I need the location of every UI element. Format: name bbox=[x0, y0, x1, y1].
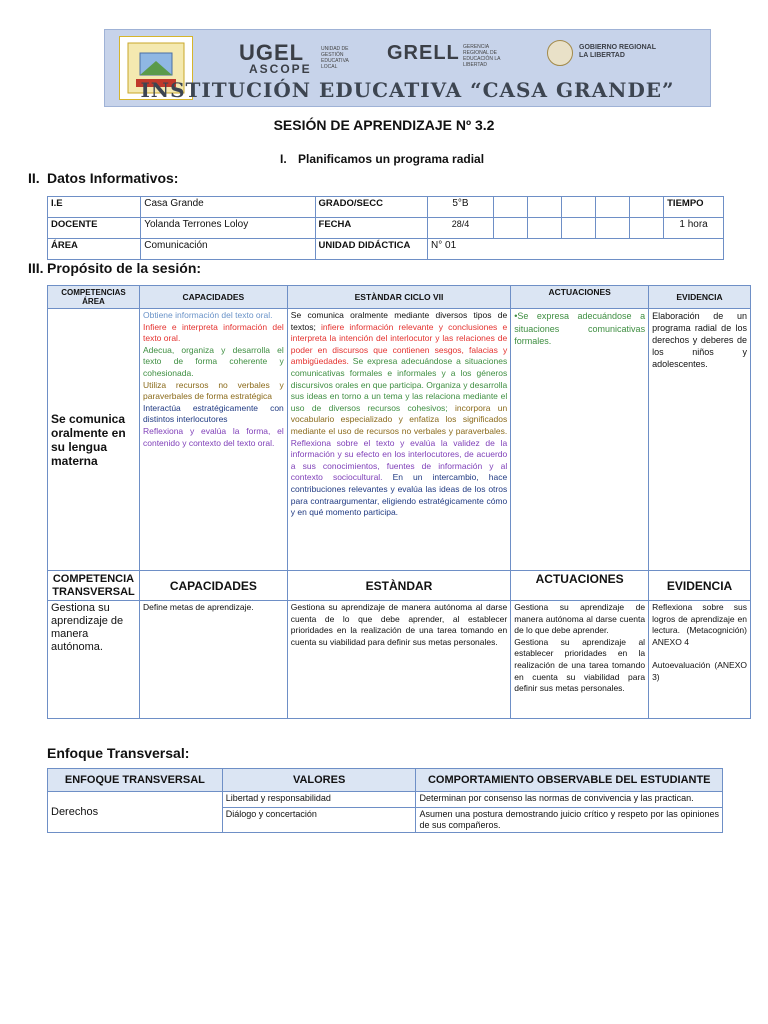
section-text: Propósito de la sesión: bbox=[47, 260, 202, 276]
ugel-logo-text: UGEL bbox=[239, 40, 305, 65]
col-header-evidencia: EVIDENCIA bbox=[649, 571, 751, 601]
col-header-capacidades: CAPACIDADES bbox=[139, 286, 287, 309]
col-header-actuaciones: ACTUACIONES bbox=[511, 571, 649, 601]
comportamiento-cell: Asumen una postura demostrando juicio crítico y respeto por las opiniones de sus compañeros. bbox=[416, 808, 723, 833]
evidencia-transversal-cell bbox=[649, 601, 751, 719]
col-header-actuaciones: ACTUACIONES bbox=[511, 286, 649, 309]
actuaciones-transversal-cell bbox=[511, 601, 649, 719]
col-header-enfoque: ENFOQUE TRANSVERSAL bbox=[48, 769, 223, 792]
empty-cell bbox=[493, 197, 527, 218]
datos-informativos-table bbox=[47, 196, 724, 260]
grell-logo-tag: GERENCIA REGIONAL DE EDUCACIÓN LA LIBERTAD bbox=[463, 44, 501, 68]
empty-cell bbox=[561, 218, 595, 239]
table-row bbox=[48, 792, 723, 808]
competencia-cell: Se comunica oralmente en su lengua materna bbox=[48, 309, 140, 571]
col-header-estandar: ESTÀNDAR bbox=[287, 571, 510, 601]
table-row bbox=[48, 239, 724, 260]
header-banner bbox=[104, 29, 711, 107]
table-header-row bbox=[48, 571, 751, 601]
valor-cell: Libertad y responsabilidad bbox=[222, 792, 416, 808]
subtitle-text: Planificamos un programa radial bbox=[298, 152, 485, 166]
capacidad-item: Obtiene información del texto oral. bbox=[142, 310, 273, 320]
evidencia-item: Autoevaluación (ANEXO 3) bbox=[652, 659, 747, 682]
ie-label: I.E bbox=[48, 197, 141, 218]
empty-cell bbox=[528, 218, 561, 239]
empty-cell bbox=[528, 197, 561, 218]
ugel-logo-tag: UNIDAD DE GESTIÓN EDUCATIVA LOCAL bbox=[321, 46, 349, 70]
tiempo-label: TIEMPO bbox=[664, 197, 724, 218]
empty-cell bbox=[596, 218, 629, 239]
estandar-segment: Reflexiona sobre el texto y evalúa la validez de la información y su efecto en los interlocutores, de acuerdo a sus conocimientos, fuentes de información y al contexto sociocultural. bbox=[290, 437, 508, 483]
session-subtitle bbox=[280, 152, 484, 166]
valor-cell: Diálogo y concertación bbox=[222, 808, 416, 833]
estandar-segment: Se expresa adecuándose a situaciones comunicativas formales e informales y a los géneros discursivos orales en que participa. Organiza y desarrolla sus ideas en torno a un tema y las relaciona mediante el uso de diversos recursos cohesivos; bbox=[290, 356, 508, 413]
capacidad-item: Reflexiona y evalúa la forma, el contenido y contexto del texto oral. bbox=[142, 425, 284, 448]
actuacion-item: Gestiona su aprendizaje al establecer prioridades en la realización de una tarea tomando en cuenta su viabilidad para definir sus metas personales. bbox=[514, 636, 646, 694]
comportamiento-cell: Determinan por consenso las normas de convivencia y las practican. bbox=[416, 792, 723, 808]
evidencia-cell: Elaboración de un programa radial de los derechos y deberes de los niños y adolescentes. bbox=[649, 309, 751, 571]
grell-logo bbox=[387, 42, 501, 68]
grado-label: GRADO/SECC bbox=[315, 197, 427, 218]
unidad-value: N° 01 bbox=[428, 239, 724, 260]
capacidad-item: Infiere e interpreta información del texto oral. bbox=[142, 321, 284, 344]
table-row bbox=[48, 197, 724, 218]
school-name: INSTITUCIÓN EDUCATIVA “CASA GRANDE” bbox=[140, 78, 675, 102]
logo-strip bbox=[105, 34, 710, 78]
ie-value: Casa Grande bbox=[141, 197, 315, 218]
enfoque-heading: Enfoque Transversal: bbox=[47, 745, 190, 761]
col-header-estandar: ESTÀNDAR CICLO VII bbox=[287, 286, 510, 309]
section-number: II. bbox=[28, 170, 40, 186]
evidencia-item: Reflexiona sobre sus logros de aprendizaje en lectura. (Metacognición) ANEXO 4 bbox=[652, 602, 747, 647]
grado-value: 5°B bbox=[428, 197, 494, 218]
estandar-segment: incorpora un vocabulario especializado y enfatiza los significados mediante el uso de recursos no verbales y paraverbales. bbox=[290, 402, 508, 436]
estandar-segment: Se comunica oralmente mediante diversos tipos de textos; bbox=[290, 310, 508, 332]
estandar-segment: infiere información relevante y conclusiones e interpreta la intención del interlocutor y las relaciones de poder en discursos que contienen sesgos, falacias y ambigüedades. bbox=[290, 321, 508, 367]
page-title: SESIÓN DE APRENDIZAJE Nº 3.2 bbox=[273, 117, 495, 133]
enfoque-table bbox=[47, 768, 723, 833]
estandar-segment: En un intercambio, hace contribuciones relevantes y evalúa las ideas de los otros para contraargumentar, eligiendo estratégicamente cómo y en qué momento participa. bbox=[290, 472, 508, 518]
col-header-evidencia: EVIDENCIA bbox=[649, 286, 751, 309]
grell-logo-text: GRELL bbox=[387, 42, 460, 64]
gobierno-line1: GOBIERNO REGIONAL bbox=[579, 44, 657, 51]
tiempo-value: 1 hora bbox=[664, 218, 724, 239]
capacidad-item: Utiliza recursos no verbales y paraverbales de forma estratégica bbox=[142, 379, 284, 402]
table-row bbox=[48, 218, 724, 239]
col-header-competencia-transversal: COMPETENCIA TRANSVERSAL bbox=[48, 571, 140, 601]
table-header-row bbox=[48, 286, 751, 309]
docente-value: Yolanda Terrones Loloy bbox=[141, 218, 315, 239]
subtitle-number: I. bbox=[280, 152, 287, 166]
empty-cell bbox=[629, 197, 663, 218]
capacidad-item: Interactúa estratégicamente con distintos interlocutores bbox=[142, 402, 284, 425]
estandar-cell bbox=[287, 309, 510, 571]
empty-cell bbox=[596, 197, 629, 218]
capacidad-item: Adecua, organiza y desarrolla el texto de forma coherente y cohesionada. bbox=[142, 344, 284, 378]
empty-cell bbox=[629, 218, 663, 239]
competencia-transversal-cell: Gestiona su aprendizaje de manera autónoma. bbox=[48, 601, 140, 719]
area-label: ÁREA bbox=[48, 239, 141, 260]
ugel-logo bbox=[239, 40, 349, 76]
section-text: Datos Informativos: bbox=[47, 170, 179, 186]
proposito-table bbox=[47, 285, 751, 719]
section-datos-heading bbox=[28, 170, 178, 186]
capacidades-cell bbox=[139, 309, 287, 571]
table-row bbox=[48, 309, 751, 571]
area-value: Comunicación bbox=[141, 239, 315, 260]
regional-emblem-icon bbox=[547, 40, 573, 66]
actuacion-item: Gestiona su aprendizaje de manera autónoma al darse cuenta de lo que debe aprender. bbox=[514, 602, 646, 636]
capacidad-transversal-cell: Define metas de aprendizaje. bbox=[139, 601, 287, 719]
ugel-logo-sub: ASCOPE bbox=[249, 62, 312, 76]
gobierno-line2: LA LIBERTAD bbox=[579, 52, 625, 59]
fecha-label: FECHA bbox=[315, 218, 427, 239]
fecha-value: 28/4 bbox=[428, 218, 494, 239]
gobierno-regional-text bbox=[579, 44, 656, 60]
empty-cell bbox=[493, 218, 527, 239]
col-header-competencias: COMPETENCIAS ÁREA bbox=[48, 286, 140, 309]
section-number: III. bbox=[28, 260, 44, 276]
table-row bbox=[48, 601, 751, 719]
section-proposito-heading bbox=[28, 260, 201, 276]
col-header-capacidades: CAPACIDADES bbox=[139, 571, 287, 601]
actuacion-cell: •Se expresa adecuándose a situaciones comunicativas formales. bbox=[511, 309, 649, 571]
docente-label: DOCENTE bbox=[48, 218, 141, 239]
col-header-comportamiento: COMPORTAMIENTO OBSERVABLE DEL ESTUDIANTE bbox=[416, 769, 723, 792]
empty-cell bbox=[561, 197, 595, 218]
unidad-label: UNIDAD DIDÁCTICA bbox=[315, 239, 427, 260]
col-header-valores: VALORES bbox=[222, 769, 416, 792]
table-header-row bbox=[48, 769, 723, 792]
estandar-transversal-cell: Gestiona su aprendizaje de manera autónoma al darse cuenta de lo que debe aprender, al establecer prioridades en la realización de una tarea tomando en cuenta su viabilidad para definir sus metas personales. bbox=[287, 601, 510, 719]
enfoque-cell: Derechos bbox=[48, 792, 223, 833]
